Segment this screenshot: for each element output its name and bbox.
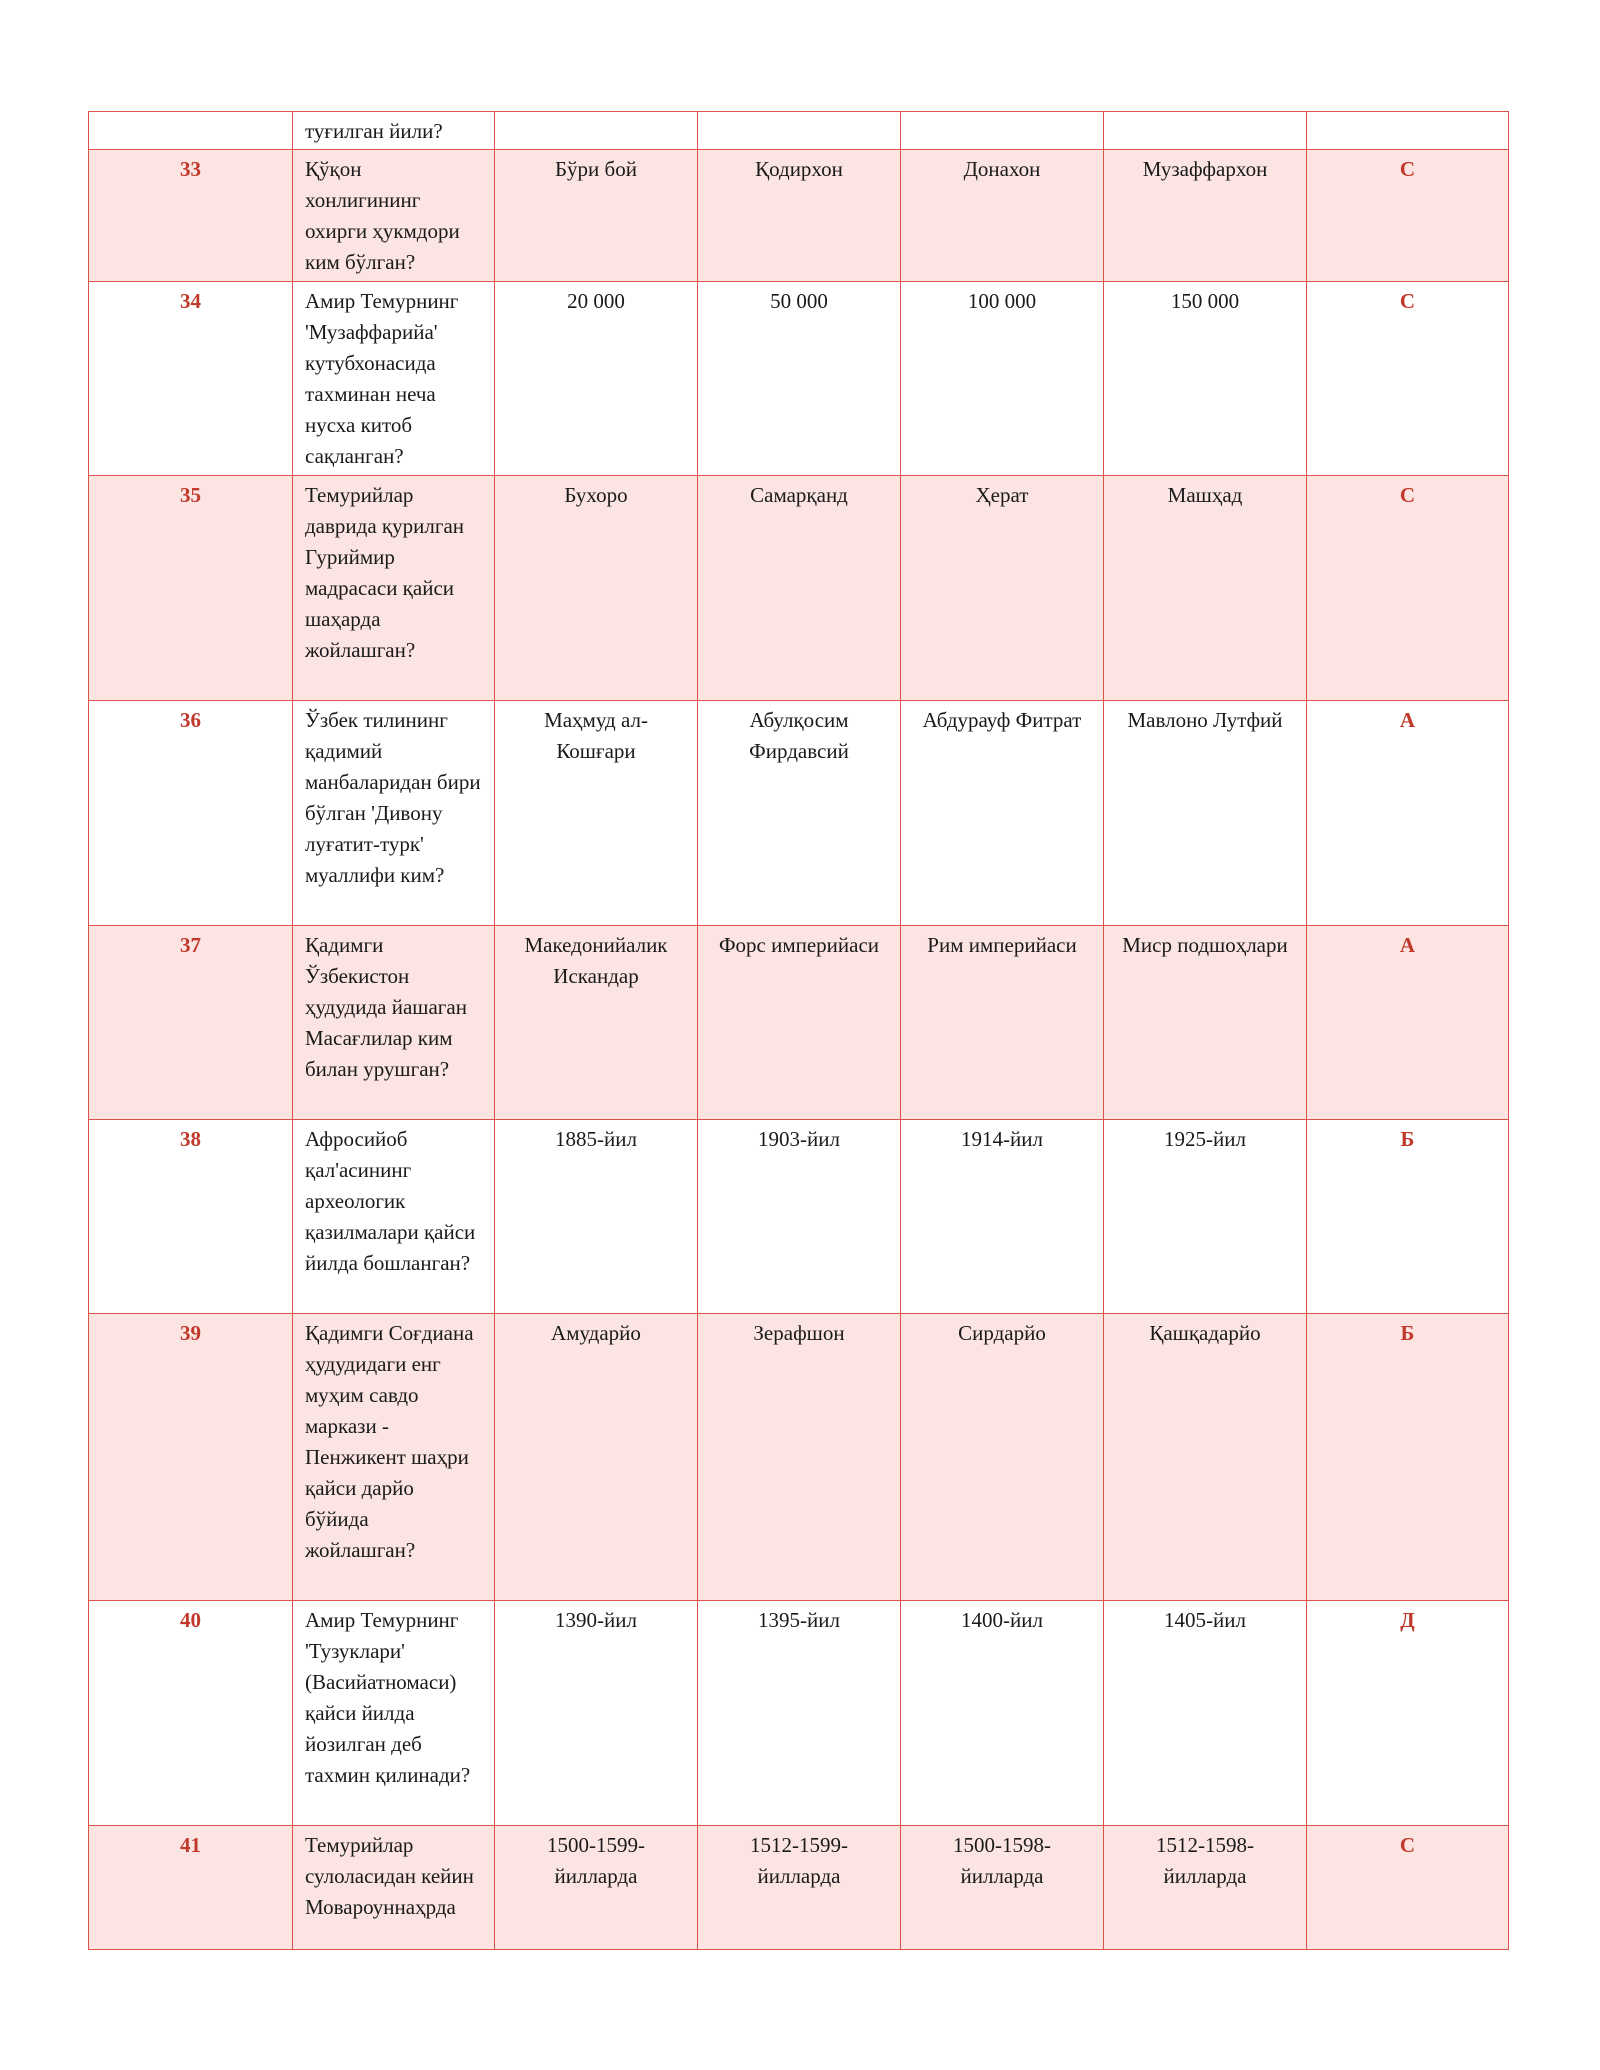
option-b: 50 000 — [698, 282, 901, 476]
question-text: Темурийлар даврида қурилган Гуриймир мадрасаси қайси шаҳарда жойлашган? — [293, 476, 495, 701]
table-row — [89, 282, 1509, 476]
option-c: Сирдарйо — [901, 1314, 1104, 1601]
question-number — [89, 112, 293, 150]
option-d: Мавлоно Лутфий — [1104, 701, 1307, 926]
option-a: 20 000 — [495, 282, 698, 476]
question-text: Амир Темурнинг 'Музаффарийа' кутубхонасида тахминан неча нусха китоб сақланган? — [293, 282, 495, 476]
question-number: 40 — [89, 1601, 293, 1826]
table-row — [89, 1601, 1509, 1826]
question-number: 39 — [89, 1314, 293, 1601]
question-text: Амир Темурнинг 'Тузуклари' (Васийатномаси) қайси йилда йозилган деб тахмин қилинади? — [293, 1601, 495, 1826]
option-a: 1885-йил — [495, 1120, 698, 1314]
option-a: Бўри бой — [495, 150, 698, 282]
question-text: Ўзбек тилининг қадимий манбаларидан бири бўлган 'Дивону луғатит-турк' муаллифи ким? — [293, 701, 495, 926]
question-number: 34 — [89, 282, 293, 476]
option-d: 150 000 — [1104, 282, 1307, 476]
option-a: Амударйо — [495, 1314, 698, 1601]
question-text: Қўқон хонлигининг охирги ҳукмдори ким бўлган? — [293, 150, 495, 282]
table-row — [89, 1826, 1509, 1950]
option-d: 1405-йил — [1104, 1601, 1307, 1826]
option-d: Миср подшоҳлари — [1104, 926, 1307, 1120]
option-a: 1500-1599-йилларда — [495, 1826, 698, 1950]
correct-answer: С — [1307, 150, 1509, 282]
option-a: Маҳмуд ал-Кошғари — [495, 701, 698, 926]
quiz-table — [88, 111, 1509, 1950]
option-b: Қодирхон — [698, 150, 901, 282]
option-a: Македонийалик Искандар — [495, 926, 698, 1120]
question-text: Афросийоб қал'асининг археологик қазилмалари қайси йилда бошланган? — [293, 1120, 495, 1314]
option-d: Музаффархон — [1104, 150, 1307, 282]
question-number: 35 — [89, 476, 293, 701]
option-a — [495, 112, 698, 150]
option-c: 1500-1598-йилларда — [901, 1826, 1104, 1950]
correct-answer: Б — [1307, 1120, 1509, 1314]
correct-answer: А — [1307, 926, 1509, 1120]
option-b — [698, 112, 901, 150]
option-c: Рим империйаси — [901, 926, 1104, 1120]
question-number: 36 — [89, 701, 293, 926]
option-d: 1925-йил — [1104, 1120, 1307, 1314]
option-c: Донахон — [901, 150, 1104, 282]
option-b: 1512-1599-йилларда — [698, 1826, 901, 1950]
option-d: Машҳад — [1104, 476, 1307, 701]
question-number: 38 — [89, 1120, 293, 1314]
correct-answer — [1307, 112, 1509, 150]
option-a: 1390-йил — [495, 1601, 698, 1826]
table-row — [89, 926, 1509, 1120]
table-row — [89, 1120, 1509, 1314]
table-row — [89, 1314, 1509, 1601]
option-c: Ҳерат — [901, 476, 1104, 701]
correct-answer: А — [1307, 701, 1509, 926]
option-a: Бухоро — [495, 476, 698, 701]
option-b: 1395-йил — [698, 1601, 901, 1826]
question-text: Қадимги Соғдиана ҳудудидаги енг муҳим савдо маркази - Пенжикент шаҳри қайси дарйо бўйида жойлашган? — [293, 1314, 495, 1601]
option-c — [901, 112, 1104, 150]
correct-answer: Б — [1307, 1314, 1509, 1601]
option-b: Самарқанд — [698, 476, 901, 701]
option-d: 1512-1598-йилларда — [1104, 1826, 1307, 1950]
correct-answer: С — [1307, 1826, 1509, 1950]
question-number: 41 — [89, 1826, 293, 1950]
table-row — [89, 112, 1509, 150]
option-c: 1914-йил — [901, 1120, 1104, 1314]
correct-answer: Д — [1307, 1601, 1509, 1826]
table-row — [89, 476, 1509, 701]
question-number: 37 — [89, 926, 293, 1120]
option-d: Қашқадарйо — [1104, 1314, 1307, 1601]
option-b: Форс империйаси — [698, 926, 901, 1120]
option-c: Абдурауф Фитрат — [901, 701, 1104, 926]
option-c: 1400-йил — [901, 1601, 1104, 1826]
option-b: 1903-йил — [698, 1120, 901, 1314]
option-d — [1104, 112, 1307, 150]
correct-answer: С — [1307, 476, 1509, 701]
option-b: Зерафшон — [698, 1314, 901, 1601]
option-c: 100 000 — [901, 282, 1104, 476]
question-number: 33 — [89, 150, 293, 282]
table-row — [89, 150, 1509, 282]
correct-answer: С — [1307, 282, 1509, 476]
question-text: туғилган йили? — [293, 112, 495, 150]
question-text: Темурийлар сулоласидан кейин Мовароуннаҳрда — [293, 1826, 495, 1950]
option-b: Абулқосим Фирдавсий — [698, 701, 901, 926]
question-text: Қадимги Ўзбекистон ҳудудида йашаган Масағлилар ким билан урушган? — [293, 926, 495, 1120]
table-row — [89, 701, 1509, 926]
